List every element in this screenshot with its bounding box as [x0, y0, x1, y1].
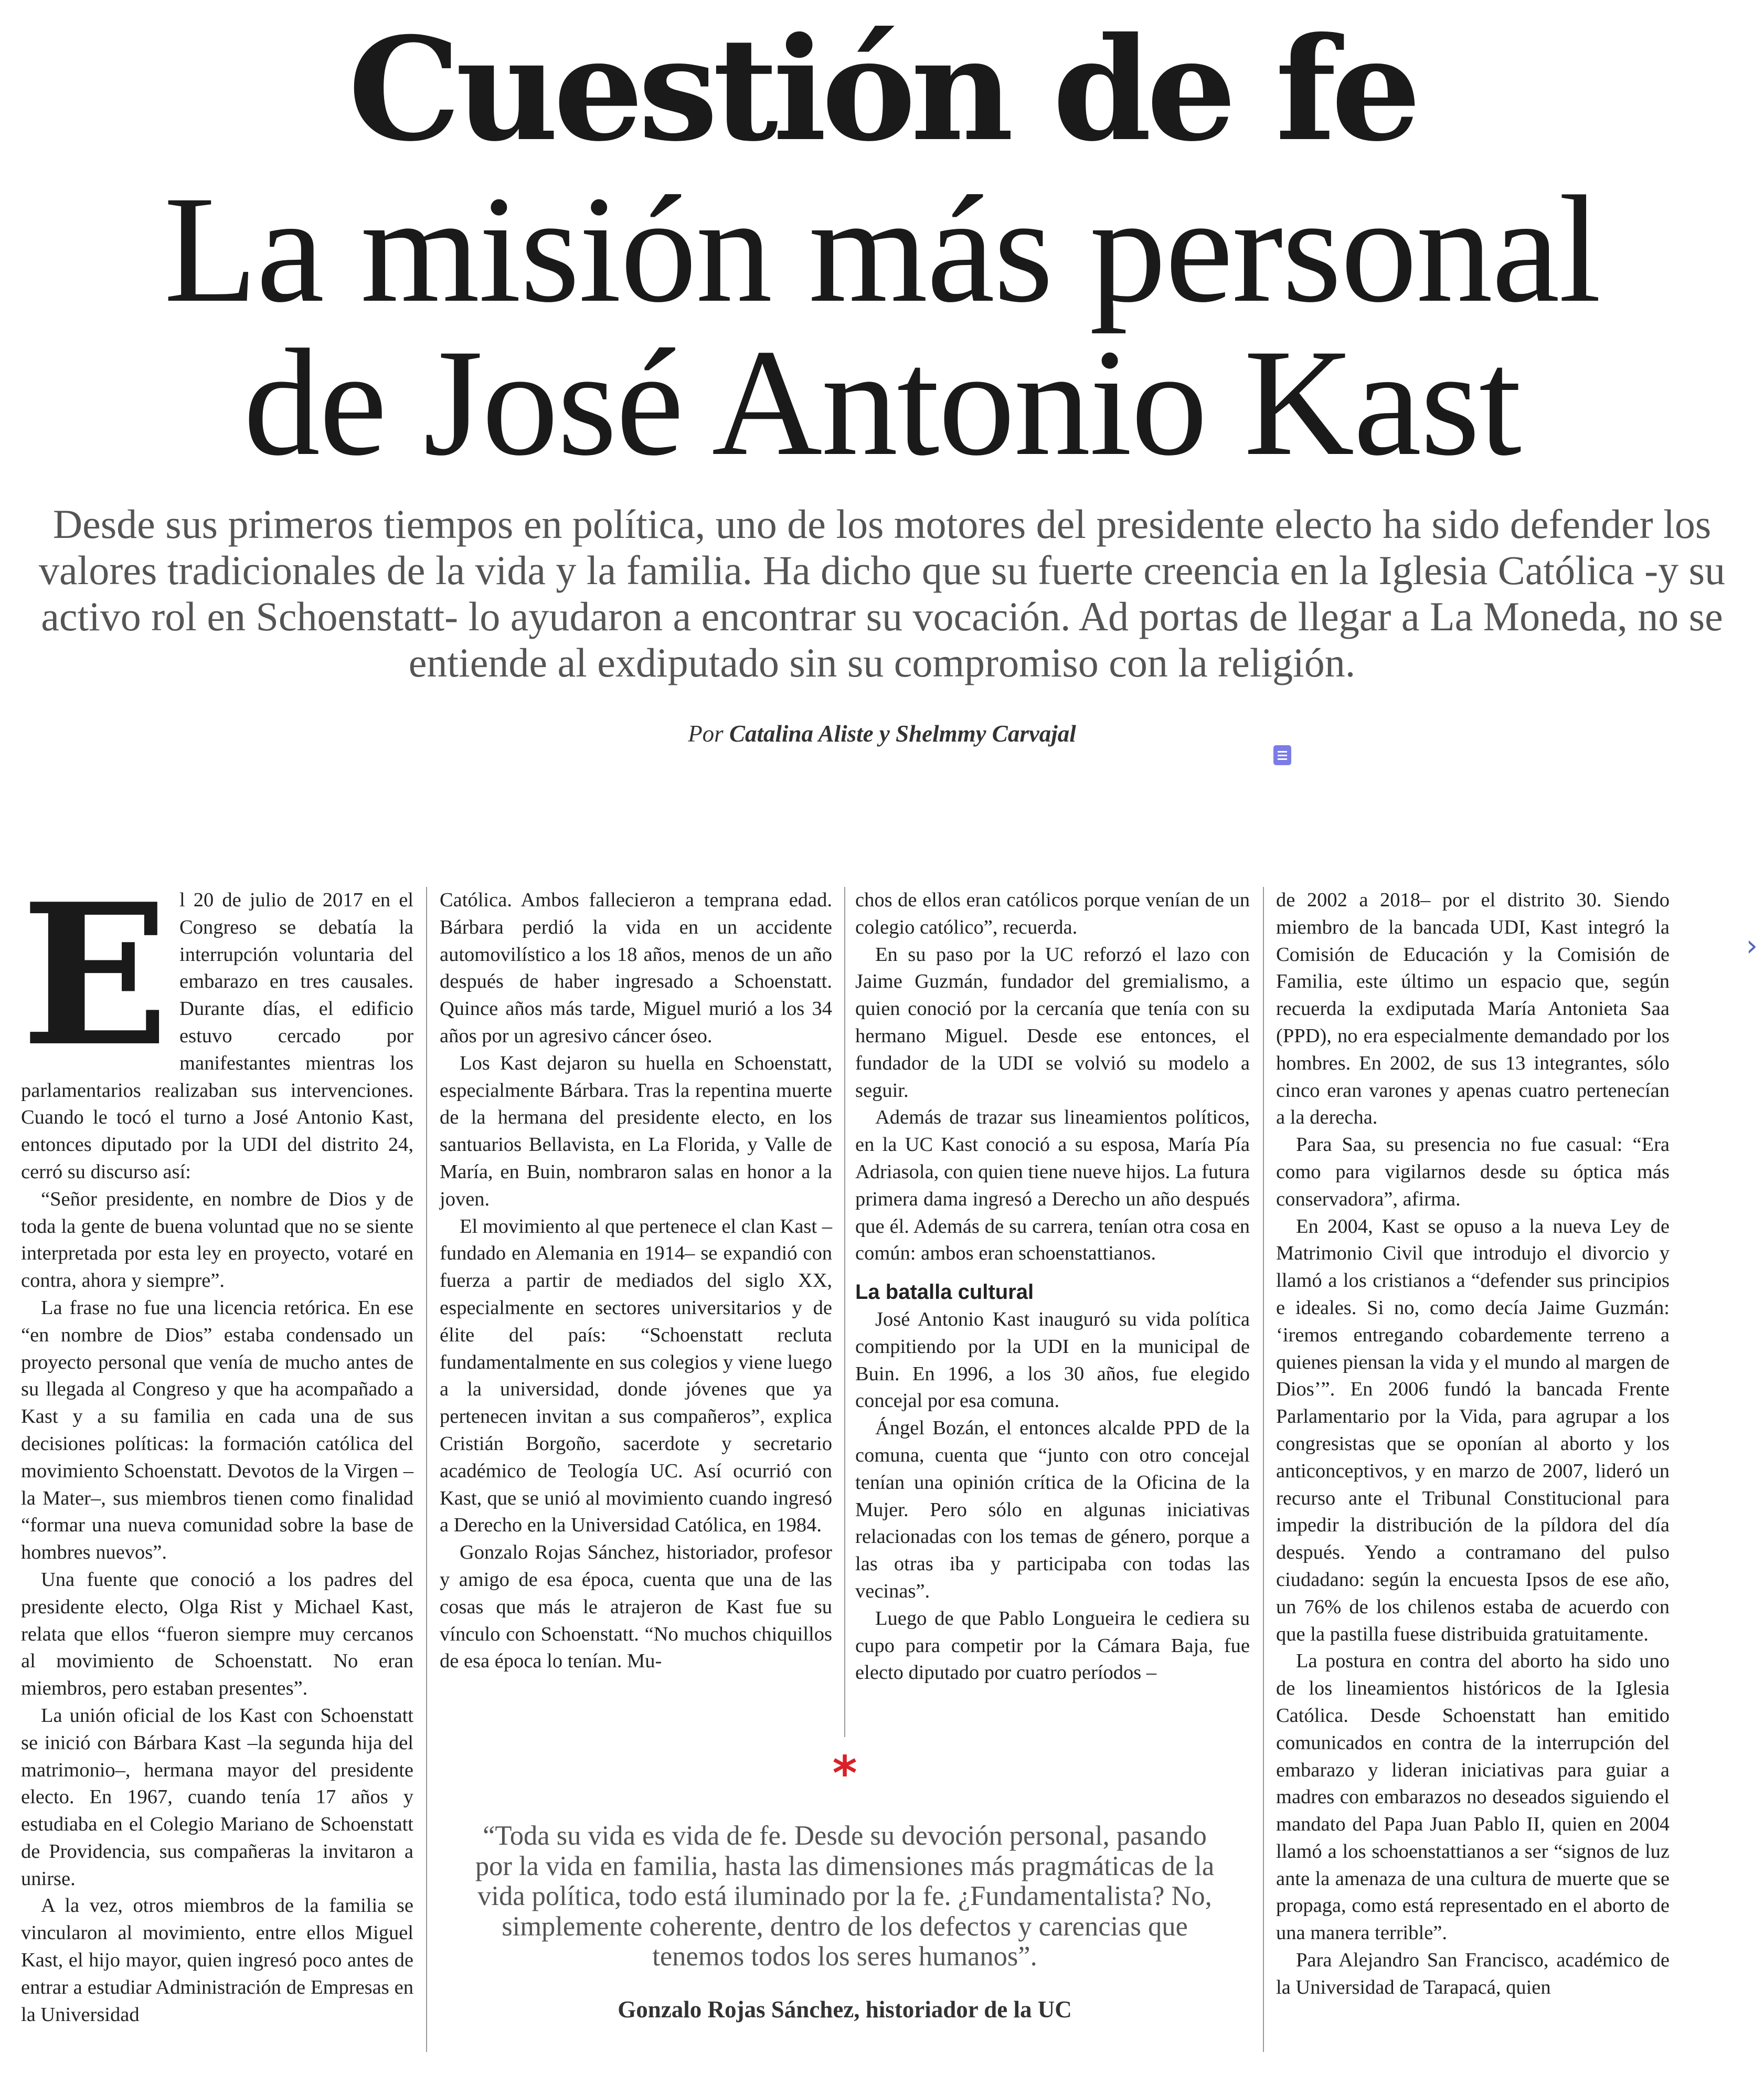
chevron-right-icon[interactable]: › — [1746, 929, 1758, 963]
byline-prefix: Por — [688, 721, 724, 747]
drop-cap: E — [21, 862, 169, 1089]
pull-quote: “Toda su vida es vida de fe. Desde su devoción personal, pasando por la vida en familia, hasta las dimensiones más pragmáticas de la vida política, todo está iluminado por la fe. ¿Fundamentalista? No, simplemente coherente, dentro de los defectos y carencias que tenemos todos los seres humanos”. — [475, 1821, 1215, 1972]
paragraph: Para Alejandro San Francisco, académico de la Universidad de Tarapacá, quien — [1276, 1949, 1670, 1998]
article-deck: Desde sus primeros tiempos en política, uno de los motores del presidente electo ha sido defender los valores tradicionales de la vida y la familia. Ha dicho que su fuerte creencia en la Iglesia Católica -y su activo rol en Schoenstatt- lo ayudaron a encontrar su vocación. Ad portas de llegar a La Moneda, no se entiende al exdiputado sin su compromiso con la religión. — [39, 501, 1725, 685]
byline-authors: Catalina Aliste y Shelmmy Carvajal — [729, 721, 1076, 747]
paragraph: Una fuente que conoció a los padres del presidente electo, Olga Rist y Michael Kast, relata que ellos “fueron siempre muy cercanos al movimiento de Schoenstatt. No eran miembros, pero estaban presentes”. — [21, 1568, 413, 1700]
paragraph: de 2002 a 2018– por el distrito 30. Siendo miembro de la bancada UDI, Kast integró la Comisión de Educación y la Comisión de Familia, este último un espacio que, según recuerda la exdiputada María Antonieta Saa (PPD), no era especialmente demandado por los hombres. En 2002, de sus 13 integrantes, sólo cinco eran varones y apenas cuatro pertenecían a la derecha. — [1276, 889, 1670, 1129]
subtitle-line-1: La misión más personal — [164, 165, 1600, 334]
asterisk-icon: * — [832, 1746, 857, 1801]
paragraph: Gonzalo Rojas Sánchez, historiador, profesor y amigo de esa época, cuenta que una de las cosas que más le atrajeron de Kast fue su vínculo con Schoenstatt. “No muchos chiquillos de esa época lo tenían. Mu- — [440, 1541, 832, 1673]
paragraph: El movimiento al que pertenece el clan Kast –fundado en Alemania en 1914– se expandió con fuerza a partir de mediados del siglo XX, especialmente en sectores universitarios y de élite del país: “Schoenstatt recluta fundamentalmente en sus colegios y viene luego a la universidad, donde jóvenes que ya pertenecen invitan a sus compañeros”, explica Cristián Borgoño, sacerdote y secretario académico de Teología UC. Así ocurrió con Kast, que se unió al movimiento cuando ingresó a Derecho en la Universidad Católica, en 1984. — [440, 1215, 832, 1537]
headline-title: Cuestión de fe — [348, 6, 1416, 173]
paragraph: La unión oficial de los Kast con Schoenstatt se inició con Bárbara Kast –la segunda hija del matrimonio–, hermana mayor del presidente electo. En 1967, cuando tenía 17 años y estudiaba en el Colegio Mariano de Schoenstatt de Providencia, sus compañeras la invitaron a unirse. — [21, 1704, 413, 1890]
paragraph: A la vez, otros miembros de la familia se vincularon al movimiento, entre ellos Miguel Kast, el hijo mayor, quien ingresó poco antes de entrar a estudiar Administración de Empresas en la Universidad — [21, 1895, 413, 2026]
paragraph: Además de trazar sus lineamientos políticos, en la UC Kast conoció a su esposa, María Pía Adriasola, con quien tiene nueve hijos. La futura primera dama ingresó a Derecho un año después que él. Además de su carrera, tenían otra cosa en común: ambos eran schoenstattianos. — [855, 1106, 1250, 1265]
article-column-2 — [440, 887, 832, 1675]
article-column-3 — [855, 887, 1250, 1687]
subtitle-line-2: de José Antonio Kast — [243, 318, 1521, 488]
paragraph — [21, 862, 413, 1186]
paragraph: En su paso por la UC reforzó el lazo con Jaime Guzmán, fundador del gremialismo, a quien conoció por la cercanía que tenía con su hermano Miguel. Desde ese entonces, el fundador de la UDI se volvió su modelo a seguir. — [855, 943, 1250, 1102]
paragraph: Católica. Ambos fallecieron a temprana edad. Bárbara perdió la vida en un accidente automovilístico a los 18 años, menos de un año después de haber ingresado a Schoenstatt. Quince años más tarde, Miguel murió a los 34 años por un agresivo cáncer óseo. — [440, 889, 832, 1047]
headline-subtitle — [0, 165, 1764, 488]
column-divider — [1263, 887, 1264, 2052]
paragraph: En 2004, Kast se opuso a la nueva Ley de Matrimonio Civil que introdujo el divorcio y llamó a los cristianos a “defender sus principios e ideales. Si no, como decía Jaime Guzmán: ‘iremos entregando cobardemente terreno a quienes piensan la vida y el mundo al margen de Dios’”. En 2006 fundó la bancada Frente Parlamentario por la Vida, para agrupar a los congresistas que se oponían al aborto y los anticonceptivos, y en marzo de 2007, lideró un recurso ante el Tribunal Constitucional para impedir la distribución de la píldora del día después. Yendo a contramano del pulso ciudadano: según la encuesta Ipsos de ese año, un 76% de los chilenos estaba de acuerdo con que la pastilla fuese distribuida gratuitamente. — [1276, 1215, 1670, 1645]
article-column-1 — [21, 862, 413, 2028]
column-divider — [426, 887, 427, 2052]
paragraph: “Señor presidente, en nombre de Dios y de toda la gente de buena voluntad que no se siente interpretada por esta ley en proyecto, votaré en contra, ahora y siempre”. — [21, 1188, 413, 1292]
paragraph: La postura en contra del aborto ha sido uno de los lineamientos históricos de la Iglesia Católica. Desde Schoenstatt han emitido comunicados en contra de la interrupción del embarazo y lideran iniciativas para guiar a madres con embarazos no deseados siguiendo el mandato del Papa Juan Pablo II, quien en 2004 llamó a los schoenstattianos a ser “signos de luz ante la amenaza de una cultura de muerte que se propaga, como está representado en el aborto de una manera terrible”. — [1276, 1650, 1670, 1944]
paragraph: José Antonio Kast inauguró su vida política compitiendo por la UDI en la municipal de Buin. En 1996, a los 30 años, fue elegido concejal por esa comuna. — [855, 1308, 1250, 1412]
note-icon[interactable] — [1273, 745, 1291, 765]
column-divider — [844, 887, 845, 1737]
paragraph: chos de ellos eran católicos porque venían de un colegio católico”, recuerda. — [855, 889, 1250, 938]
paragraph-text: l 20 de julio de 2017 en el Congreso se debatía la interrupción voluntaria del embarazo en tres causales. Durante días, el edificio estuvo cercado por manifestantes mientras los parlamentarios realizaban sus intervenciones. Cuando le tocó el turno a José Antonio Kast, entonces diputado por la UDI del distrito 24, cerró su discurso así: — [21, 889, 413, 1183]
byline — [0, 720, 1764, 747]
paragraph: La frase no fue una licencia retórica. En ese “en nombre de Dios” estaba condensado un proyecto personal que venía de mucho antes de su llegada al Congreso y que ha acompañado a Kast y a su familia en cada una de sus decisiones políticas: la formación católica del movimiento Schoenstatt. Devotos de la Virgen –la Mater–, sus miembros tienen como finalidad “formar una nueva comunidad sobre la base de hombres nuevos”. — [21, 1296, 413, 1564]
paragraph: Los Kast dejaron su huella en Schoenstatt, especialmente Bárbara. Tras la repentina muerte de la hermana del presidente electo, en los santuarios Bellavista, en La Florida, y Valle de María, en Buin, nombraron salas en honor a la joven. — [440, 1052, 832, 1210]
article-column-4 — [1276, 887, 1670, 2002]
paragraph: Para Saa, su presencia no fue casual: “Era como para vigilarnos desde su óptica más conservadora”, afirma. — [1276, 1134, 1670, 1210]
paragraph: Luego de que Pablo Longueira le cediera su cupo para competir por la Cámara Baja, fue electo diputado por cuatro períodos – — [855, 1607, 1250, 1684]
pull-quote-author: Gonzalo Rojas Sánchez, historiador de la UC — [618, 1996, 1072, 2023]
section-subhead: La batalla cultural — [855, 1281, 1034, 1304]
paragraph: Ángel Bozán, el entonces alcalde PPD de la comuna, cuenta que “junto con otro concejal tenían una opinión crítica de la Oficina de la Mujer. Pero sólo en algunas iniciativas relacionadas con los temas de género, porque a las otras iba y participaba con todas las vecinas”. — [855, 1417, 1250, 1602]
